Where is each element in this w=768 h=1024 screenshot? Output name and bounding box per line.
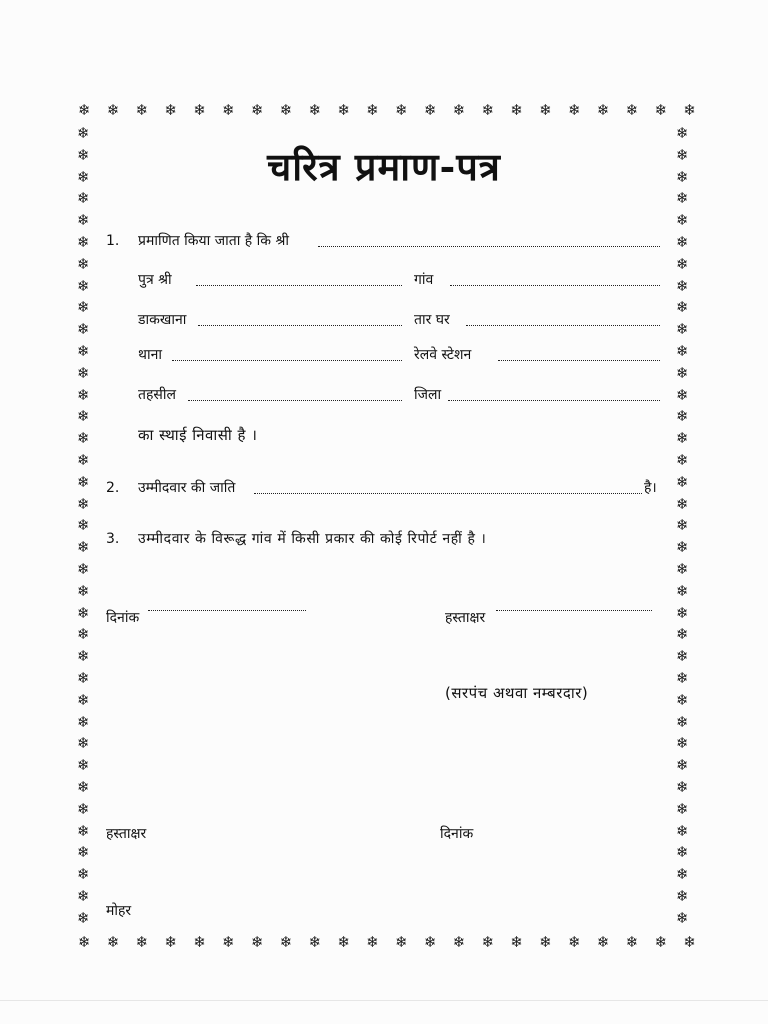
officer-signature-label: हस्ताक्षर — [106, 826, 147, 842]
border-ornament-icon: ❄ — [625, 101, 639, 119]
border-ornament-icon: ❄ — [77, 254, 90, 273]
border-ornament-icon: ❄ — [77, 145, 90, 164]
border-ornament-icon: ❄ — [222, 933, 235, 951]
candidate-caste-label: उम्मीदवार की जाति — [138, 480, 236, 496]
border-ornament-icon: ❄ — [676, 777, 689, 796]
border-ornament-icon: ❄ — [222, 101, 235, 119]
border-ornament-icon: ❄ — [77, 647, 90, 666]
border-ornament-icon: ❄ — [510, 933, 523, 951]
border-ornament-icon: ❄ — [510, 101, 523, 119]
border-ornament-icon: ❄ — [481, 933, 495, 951]
border-ornament-icon: ❄ — [77, 407, 90, 426]
border-ornament-icon: ❄ — [77, 363, 90, 382]
border-ornament-icon: ❄ — [654, 933, 668, 951]
sarpanch-signature-field[interactable] — [496, 610, 652, 611]
border-ornament-icon: ❄ — [676, 232, 689, 251]
border-ornament-icon: ❄ — [77, 821, 90, 840]
border-ornament-icon: ❄ — [676, 211, 689, 230]
border-ornament-icon: ❄ — [193, 933, 206, 951]
border-ornament-icon: ❄ — [77, 777, 90, 796]
tehsil-label: तहसील — [138, 387, 176, 403]
item-3-number: 3. — [106, 531, 120, 547]
border-ornament-icon: ❄ — [654, 101, 668, 119]
border-ornament-icon: ❄ — [395, 933, 408, 951]
railway-station-label: रेलवे स्टेशन — [414, 347, 472, 363]
father-name-field[interactable] — [196, 285, 402, 286]
border-ornament-icon: ❄ — [77, 690, 90, 709]
village-field[interactable] — [450, 285, 660, 286]
border-ornament-icon: ❄ — [106, 933, 120, 951]
border-ornament-icon: ❄ — [77, 516, 90, 535]
post-office-label: डाकखाना — [138, 312, 187, 328]
seal-label: मोहर — [106, 903, 132, 919]
border-ornament-icon: ❄ — [676, 603, 689, 622]
border-ornament-icon: ❄ — [164, 101, 178, 119]
sarpanch-date-field[interactable] — [148, 610, 306, 611]
border-ornament-icon: ❄ — [676, 843, 689, 862]
border-ornament-icon: ❄ — [452, 101, 466, 119]
border-ornament-icon: ❄ — [337, 933, 351, 951]
border-ornament-icon: ❄ — [78, 933, 91, 951]
border-ornament-icon: ❄ — [676, 756, 689, 775]
border-ornament-icon: ❄ — [596, 101, 610, 119]
border-ornament-icon: ❄ — [676, 472, 689, 491]
father-name-label: पुत्र श्री — [138, 272, 172, 288]
border-ornament-icon: ❄ — [676, 341, 689, 360]
border-ornament-icon: ❄ — [676, 450, 689, 469]
border-ornament-icon: ❄ — [676, 908, 689, 927]
border-ornament-icon: ❄ — [279, 101, 293, 119]
border-ornament-icon: ❄ — [77, 843, 90, 862]
border-ornament-icon: ❄ — [77, 276, 90, 295]
border-ornament-icon: ❄ — [683, 101, 696, 119]
border-ornament-icon: ❄ — [77, 189, 90, 208]
border-ornament-icon: ❄ — [135, 933, 149, 951]
border-ornament-icon: ❄ — [568, 101, 581, 119]
border-ornament-icon: ❄ — [77, 625, 90, 644]
border-ornament-icon: ❄ — [164, 933, 178, 951]
border-ornament-icon: ❄ — [676, 647, 689, 666]
border-ornament-icon: ❄ — [77, 886, 90, 905]
border-ornament-icon: ❄ — [366, 101, 379, 119]
scan-edge-line — [0, 1000, 768, 1001]
border-ornament-icon: ❄ — [568, 933, 581, 951]
right-border-ornaments — [676, 126, 696, 926]
border-ornament-icon: ❄ — [676, 385, 689, 404]
border-ornament-icon: ❄ — [77, 472, 90, 491]
certificate-title: चरित्र प्रमाण-पत्र — [267, 144, 501, 189]
border-ornament-icon: ❄ — [676, 189, 689, 208]
item-1-number: 1. — [106, 233, 120, 249]
border-ornament-icon: ❄ — [77, 603, 90, 622]
border-ornament-icon: ❄ — [77, 232, 90, 251]
border-ornament-icon: ❄ — [106, 101, 120, 119]
border-ornament-icon: ❄ — [77, 734, 90, 753]
top-border-ornaments — [78, 103, 696, 125]
border-ornament-icon: ❄ — [77, 908, 90, 927]
border-ornament-icon: ❄ — [250, 933, 264, 951]
border-ornament-icon: ❄ — [77, 494, 90, 513]
officer-date-label: दिनांक — [440, 826, 474, 842]
candidate-caste-field[interactable] — [254, 493, 642, 494]
border-ornament-icon: ❄ — [77, 385, 90, 404]
district-field[interactable] — [448, 400, 660, 401]
border-ornament-icon: ❄ — [77, 341, 90, 360]
border-ornament-icon: ❄ — [676, 429, 689, 448]
border-ornament-icon: ❄ — [77, 668, 90, 687]
border-ornament-icon: ❄ — [676, 559, 689, 578]
item-2-number: 2. — [106, 480, 120, 496]
border-ornament-icon: ❄ — [676, 407, 689, 426]
left-border-ornaments — [77, 126, 97, 926]
telegraph-office-field[interactable] — [466, 325, 660, 326]
border-ornament-icon: ❄ — [539, 101, 552, 119]
border-ornament-icon: ❄ — [395, 101, 408, 119]
border-ornament-icon: ❄ — [78, 101, 91, 119]
border-ornament-icon: ❄ — [77, 756, 90, 775]
border-ornament-icon: ❄ — [77, 450, 90, 469]
caste-suffix-text: है। — [644, 480, 657, 496]
border-ornament-icon: ❄ — [337, 101, 351, 119]
sarpanch-signature-label: हस्ताक्षर — [445, 610, 486, 626]
village-label: गांव — [414, 272, 434, 288]
border-ornament-icon: ❄ — [77, 167, 90, 186]
border-ornament-icon: ❄ — [676, 363, 689, 382]
border-ornament-icon: ❄ — [676, 865, 689, 884]
border-ornament-icon: ❄ — [683, 933, 696, 951]
border-ornament-icon: ❄ — [676, 298, 689, 317]
border-ornament-icon: ❄ — [676, 799, 689, 818]
border-ornament-icon: ❄ — [135, 101, 149, 119]
tehsil-field[interactable] — [188, 400, 402, 401]
border-ornament-icon: ❄ — [250, 101, 264, 119]
post-office-field[interactable] — [198, 325, 402, 326]
border-ornament-icon: ❄ — [676, 167, 689, 186]
border-ornament-icon: ❄ — [77, 559, 90, 578]
border-ornament-icon: ❄ — [676, 886, 689, 905]
border-ornament-icon: ❄ — [452, 933, 466, 951]
sarpanch-date-label: दिनांक — [106, 610, 140, 626]
border-ornament-icon: ❄ — [77, 799, 90, 818]
border-ornament-icon: ❄ — [77, 865, 90, 884]
border-ornament-icon: ❄ — [539, 933, 552, 951]
border-ornament-icon: ❄ — [77, 581, 90, 600]
border-ornament-icon: ❄ — [193, 101, 206, 119]
border-ornament-icon: ❄ — [77, 298, 90, 317]
border-ornament-icon: ❄ — [77, 320, 90, 339]
border-ornament-icon: ❄ — [308, 933, 322, 951]
border-ornament-icon: ❄ — [481, 101, 495, 119]
bottom-border-ornaments — [78, 935, 696, 957]
border-ornament-icon: ❄ — [366, 933, 379, 951]
border-ornament-icon: ❄ — [676, 494, 689, 513]
border-ornament-icon: ❄ — [77, 538, 90, 557]
railway-station-field[interactable] — [498, 360, 660, 361]
border-ornament-icon: ❄ — [308, 101, 322, 119]
border-ornament-icon: ❄ — [423, 101, 437, 119]
border-ornament-icon: ❄ — [676, 821, 689, 840]
border-ornament-icon: ❄ — [676, 320, 689, 339]
border-ornament-icon: ❄ — [77, 211, 90, 230]
border-ornament-icon: ❄ — [625, 933, 639, 951]
district-label: जिला — [414, 387, 442, 403]
telegraph-office-label: तार घर — [414, 312, 450, 328]
sarpanch-role-label: (सरपंच अथवा नम्बरदार) — [445, 684, 589, 702]
border-ornament-icon: ❄ — [676, 690, 689, 709]
border-ornament-icon: ❄ — [676, 668, 689, 687]
border-ornament-icon: ❄ — [676, 712, 689, 731]
police-station-label: थाना — [138, 347, 162, 363]
border-ornament-icon: ❄ — [77, 429, 90, 448]
police-station-field[interactable] — [172, 360, 402, 361]
name-field[interactable] — [318, 246, 660, 247]
border-ornament-icon: ❄ — [676, 581, 689, 600]
border-ornament-icon: ❄ — [676, 124, 689, 142]
border-ornament-icon: ❄ — [676, 254, 689, 273]
permanent-resident-text: का स्थाई निवासी है । — [138, 426, 258, 444]
border-ornament-icon: ❄ — [596, 933, 610, 951]
border-ornament-icon: ❄ — [676, 145, 689, 164]
border-ornament-icon: ❄ — [676, 625, 689, 644]
no-report-statement: उम्मीदवार के विरूद्ध गांव में किसी प्रकार की कोई रिपोर्ट नहीं है । — [138, 531, 487, 547]
border-ornament-icon: ❄ — [77, 124, 90, 142]
border-ornament-icon: ❄ — [423, 933, 437, 951]
border-ornament-icon: ❄ — [77, 712, 90, 731]
border-ornament-icon: ❄ — [279, 933, 293, 951]
border-ornament-icon: ❄ — [676, 516, 689, 535]
certify-intro-label: प्रमाणित किया जाता है कि श्री — [138, 233, 290, 249]
border-ornament-icon: ❄ — [676, 276, 689, 295]
border-ornament-icon: ❄ — [676, 538, 689, 557]
border-ornament-icon: ❄ — [676, 734, 689, 753]
